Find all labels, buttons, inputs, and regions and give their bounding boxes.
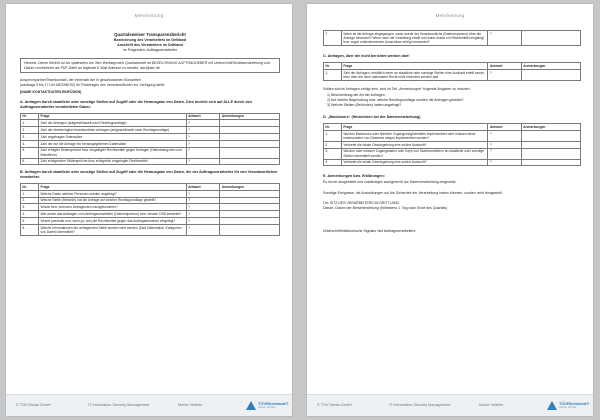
section-d-heading: D. „Backdoors“ (Hintertüren bei der Datenverarbeitung) <box>323 115 421 120</box>
row-answer[interactable]: ? <box>186 224 220 235</box>
row-question: Wurde (weshalb und, wenn ja, wie) die Rechtsmittel gegen das Auftragsersuchen eingelegt? <box>39 217 187 224</box>
row-number: 3. <box>21 204 39 211</box>
section-e-text: Es ist mir ausgebildet und zuständiges sachgerecht nur Datenverarbeitung eingesetzt. <box>323 180 457 185</box>
table-header-row <box>324 63 581 70</box>
row-remarks[interactable] <box>220 140 280 147</box>
document-page-1 <box>6 4 292 416</box>
report-title: Quartalsweiser Transparenzbericht <box>114 32 186 37</box>
table-row <box>21 133 280 140</box>
row-question: Wurden oder müssen Zugangsdaten oder Keys von Sachbearbeitern an staatliche oder sonstige Stellen übermittelt werden? <box>341 148 487 159</box>
row-answer[interactable]: ? <box>488 69 521 80</box>
row-answer[interactable]: ? <box>186 158 220 165</box>
row-number: 1. <box>21 190 39 197</box>
list-item: 2) Auf welche Begründung bzw. welche Rechtsgrundlage wurden die Anfragen gestützt? <box>327 97 464 102</box>
row-question: Zahl der diesbezüglich beantworteten Anfragen (aufgeschlüsselt nach Rechtsgrundlage) <box>39 127 187 134</box>
row-number: 2. <box>324 141 342 148</box>
col-header-answer: Antwort <box>488 63 521 70</box>
table-row <box>324 69 581 80</box>
table-row <box>21 211 280 218</box>
row-question: Wann ist die Anfrage eingegangen, wann wurde der Verantwortliche (Datenexporteur) über die Anfrage informiert? Wenn nach die Gestaltung erteilt und wann wurde ein Rechtsmittel eingelegt bzw. sogar unternehmender Ausschluss erfolgt verwendet? <box>341 31 487 46</box>
col-header-remarks: Anmerkungen <box>220 113 280 120</box>
processor-name: Bezeichnung des Verarbeiters im Drittland <box>113 38 187 42</box>
table-row <box>324 141 581 148</box>
row-answer[interactable]: ? <box>186 133 220 140</box>
col-header-question: Frage <box>341 63 487 70</box>
contact-line-2: (werktags 9 bis 17 Uhr MEZ/MESZ) für Rückfragen des Verantwortlichen zur Verfügung steht: <box>20 82 165 87</box>
list-item: 1) Beschreibung der Art der Anfragen <box>327 93 385 98</box>
row-answer[interactable]: ? <box>186 190 220 197</box>
row-number: 2. <box>21 127 39 134</box>
table-header-row <box>21 113 280 120</box>
page-footer <box>307 394 593 416</box>
col-header-remarks: Anmerkungen <box>521 63 580 70</box>
date-label: Datum: Datum der Berichterstellung (frühestens 1. Tag nach Ende des Quartals) <box>323 205 448 210</box>
row-number: 5. <box>21 217 39 224</box>
header-brand: Mehrleistung <box>134 13 164 18</box>
confirmation-text: Sonstige Ereignisse, die Auswirkungen auf die Sicherheit der Verarbeitung haben könnten, wurden nicht festgestellt. <box>323 190 503 195</box>
page-2-content <box>323 30 581 233</box>
row-question: Welche Daten welcher Personen wurden angefragt? <box>39 190 187 197</box>
section-c-list <box>323 93 581 107</box>
row-answer[interactable]: ? <box>186 120 220 127</box>
signature-line: Unterschrift/elektronische Signatur des Auftragsverarbeiters <box>323 228 416 233</box>
tuv-logo <box>246 400 289 413</box>
section-a-table <box>20 113 280 166</box>
row-number: 1. <box>324 69 342 80</box>
row-question: Wurden Backdoors oder ähnliche Zugangsmöglichkeiten implementiert oder müssen diese insbesondere von Gesetzes wegen implementiert werden? <box>341 130 487 141</box>
section-b-heading: B. Anfragen durch staatliche oder sonstige Stellen auf Zugriff oder die Herausgabe von Daten, die der Auftragsverarbeiter für den Verantwortlichen verarbeitet. <box>20 170 278 180</box>
section-a-heading: A. Anfragen durch staatliche oder sonstige Stellen auf Zugriff oder die Herausgabe von Daten. Dies bezieht sich auf ALLE durch den Auftragsverarbeiter verarbeiteten Daten: <box>20 99 252 109</box>
section-c-heading: C. Anfragen, über die nicht berichtet werden darf: <box>323 54 410 59</box>
row-remarks[interactable] <box>521 69 580 80</box>
place-label: Ort: SITZ DES VERARBEITERS IM DRITTLAND <box>323 201 400 206</box>
row-question: Zahl der Anfragen, erhältlich derer an staatliche oder sonstige Stellen eine Auskunft erteilt wurde, über über die nach nationalem Recht nicht informiert werden darf <box>341 69 487 80</box>
section-d-table <box>323 123 581 166</box>
row-answer[interactable]: ? <box>186 204 220 211</box>
row-answer[interactable]: ? <box>186 147 220 158</box>
row-number: 4. <box>324 159 342 166</box>
table-row <box>21 147 280 158</box>
row-question: Wurde bzw. wird dem Anfragenden nachgekommen? <box>39 204 187 211</box>
row-answer[interactable]: ? <box>488 141 521 148</box>
table-header-row <box>21 183 280 190</box>
footer-author: Moritz Vetterle <box>178 403 203 407</box>
logo-slogan: Genau. Richtig. <box>559 406 577 409</box>
row-question: Zahl der auf die Anfrage hin herausgegebenen Datensätze <box>39 140 187 147</box>
row-remarks[interactable] <box>220 120 280 127</box>
section-c-table <box>323 62 581 81</box>
row-number: 4. <box>21 140 39 147</box>
row-remarks[interactable] <box>220 158 280 165</box>
page-header <box>307 4 593 28</box>
page-header <box>6 4 292 28</box>
footer-section: IT Information Security Management <box>389 403 451 407</box>
row-remarks[interactable] <box>521 31 580 46</box>
report-title-block <box>20 32 280 53</box>
row-remarks[interactable] <box>521 159 580 166</box>
section-c-instructions: Sollten solche Anfragen erfolgt sein, sind im Teil „Anmerkungen“ folgende Angaben zu machen: <box>323 86 471 91</box>
table-header-row <box>324 123 581 130</box>
row-remarks[interactable] <box>220 133 280 140</box>
row-number: 3. <box>21 133 39 140</box>
row-question: Zahl erfolgter Widersprüche bzw. eingelegter Rechtsmittel gegen Anfragen (Datenkategorien und Betroffene) <box>39 147 187 158</box>
row-number: 6. <box>21 224 39 235</box>
row-answer[interactable]: ? <box>186 211 220 218</box>
row-remarks[interactable] <box>220 211 280 218</box>
col-header-question: Frage <box>341 123 487 130</box>
logo-slogan: Genau. Richtig. <box>258 406 276 409</box>
table-row <box>21 127 280 134</box>
table-row <box>21 140 280 147</box>
footer-section: IT Information Security Management <box>88 403 150 407</box>
row-number: 5. <box>21 147 39 158</box>
col-header-question: Frage <box>39 183 187 190</box>
table-row <box>21 190 280 197</box>
table-row <box>21 224 280 235</box>
table-row <box>21 217 280 224</box>
section-b-table-continued <box>323 30 581 46</box>
row-number: 4. <box>21 211 39 218</box>
header-brand: Mehrleistung <box>435 13 465 18</box>
row-question: Zahl angefragter Datensätze <box>39 133 187 140</box>
row-question: Welche Stelle (Behörde) hat die Anfrage auf welcher Rechtsgrundlage gestellt? <box>39 197 187 204</box>
row-question: Wie wurde das Auftragen vom Auftragsverarbeiter (Datenimporteur) bzw. dessen DSB bewertet? <box>39 211 187 218</box>
row-question: Verbietet die lokale Gesetzgebung eine solche Auskunft? <box>341 141 487 148</box>
row-answer[interactable]: ? <box>186 197 220 204</box>
row-remarks[interactable] <box>521 141 580 148</box>
table-row <box>21 158 280 165</box>
row-number: 1. <box>324 130 342 141</box>
row-number: 6. <box>21 158 39 165</box>
footer-copyright: © TÜV Media GmbH <box>16 403 51 407</box>
contact-line-1: Ansprechpartner/Teamkontakt, der innerhalb der In geschlossenen Bürozeiten <box>20 78 142 83</box>
row-answer[interactable]: ? <box>488 130 521 141</box>
table-row <box>324 148 581 159</box>
row-answer[interactable]: ? <box>488 148 521 159</box>
page-1-content <box>20 30 280 236</box>
processor-address: Anschrift des Verarbeiters im Drittland <box>117 43 183 47</box>
row-number: 7. <box>324 31 342 46</box>
footer-copyright: © TÜV Media GmbH <box>317 403 352 407</box>
row-remarks[interactable] <box>220 127 280 134</box>
row-answer[interactable]: ? <box>186 127 220 134</box>
col-header-answer: Antwort <box>186 113 220 120</box>
row-answer[interactable]: ? <box>186 217 220 224</box>
logo-wordmark: TÜVRheinland® <box>258 401 289 406</box>
table-row <box>21 204 280 211</box>
col-header-remarks: Anmerkungen <box>521 123 580 130</box>
table-row <box>21 120 280 127</box>
row-remarks[interactable] <box>521 130 580 141</box>
row-remarks[interactable] <box>220 224 280 235</box>
row-remarks[interactable] <box>220 204 280 211</box>
section-b-table <box>20 183 280 236</box>
row-number: 2. <box>21 197 39 204</box>
submission-note: Hinweis: Dieser Bericht ist bis spätestens am 3ten Werktag nach Quartalsende an BEZEICHNUNG AUFTRAGGEBER mit Unterschrift/Sichtbarmarkierung und Datum vorzeichnen als PDF-Datei an folgende E-Mail-Adresse zu senden: abc@abc.de <box>20 58 280 73</box>
col-header-nr: Nr. <box>21 113 39 120</box>
table-row <box>324 130 581 141</box>
row-question: Verbietet die lokale Gesetzgebung eine solche Auskunft? <box>341 159 487 166</box>
col-header-nr: Nr. <box>324 63 342 70</box>
tuv-triangle-icon <box>246 401 256 410</box>
logo-wordmark: TÜVRheinland® <box>559 401 590 406</box>
col-header-question: Frage <box>39 113 187 120</box>
row-number: 1. <box>21 120 39 127</box>
col-header-answer: Antwort <box>186 183 220 190</box>
col-header-nr: Nr. <box>324 123 342 130</box>
table-row <box>324 31 581 46</box>
contact-placeholder: [NAME KONTAKTDATEN EINFÜGEN] <box>20 90 82 95</box>
row-remarks[interactable] <box>220 147 280 158</box>
footer-author: Moritz Vetterle <box>479 403 504 407</box>
table-row <box>21 197 280 204</box>
row-remarks[interactable] <box>521 148 580 159</box>
row-answer[interactable]: ? <box>488 31 521 46</box>
row-question: Welche Informationen der anfragenden Stelle wurden oder werden (Zahl Datensätze, Kategorien von Daten) übermittelt? <box>39 224 187 235</box>
row-remarks[interactable] <box>220 197 280 204</box>
col-header-nr: Nr. <box>21 183 39 190</box>
table-row <box>324 159 581 166</box>
row-question: Zahl der Anfragen (aufgeschlüsselt nach Rechtsgrundlage) <box>39 120 187 127</box>
list-item: 3) Welche Stellen (Behörden) haben angefragt? <box>327 102 402 107</box>
row-answer[interactable]: ? <box>186 140 220 147</box>
processor-alias: im Folgenden: Auftragsverarbeiter <box>122 48 178 52</box>
tuv-logo <box>547 400 590 413</box>
row-remarks[interactable] <box>220 217 280 224</box>
row-question: Zahl erfolgreicher Widersprüche bzw. erfolgreich eingelegter Rechtsmittel <box>39 158 187 165</box>
document-page-2 <box>307 4 593 416</box>
page-footer <box>6 394 292 416</box>
section-e-heading: E. Anmerkungen bzw. Erklärungen: <box>323 174 385 179</box>
row-answer[interactable]: ? <box>488 159 521 166</box>
row-remarks[interactable] <box>220 190 280 197</box>
row-number: 3. <box>324 148 342 159</box>
tuv-triangle-icon <box>547 401 557 410</box>
col-header-answer: Antwort <box>488 123 521 130</box>
col-header-remarks: Anmerkungen <box>220 183 280 190</box>
